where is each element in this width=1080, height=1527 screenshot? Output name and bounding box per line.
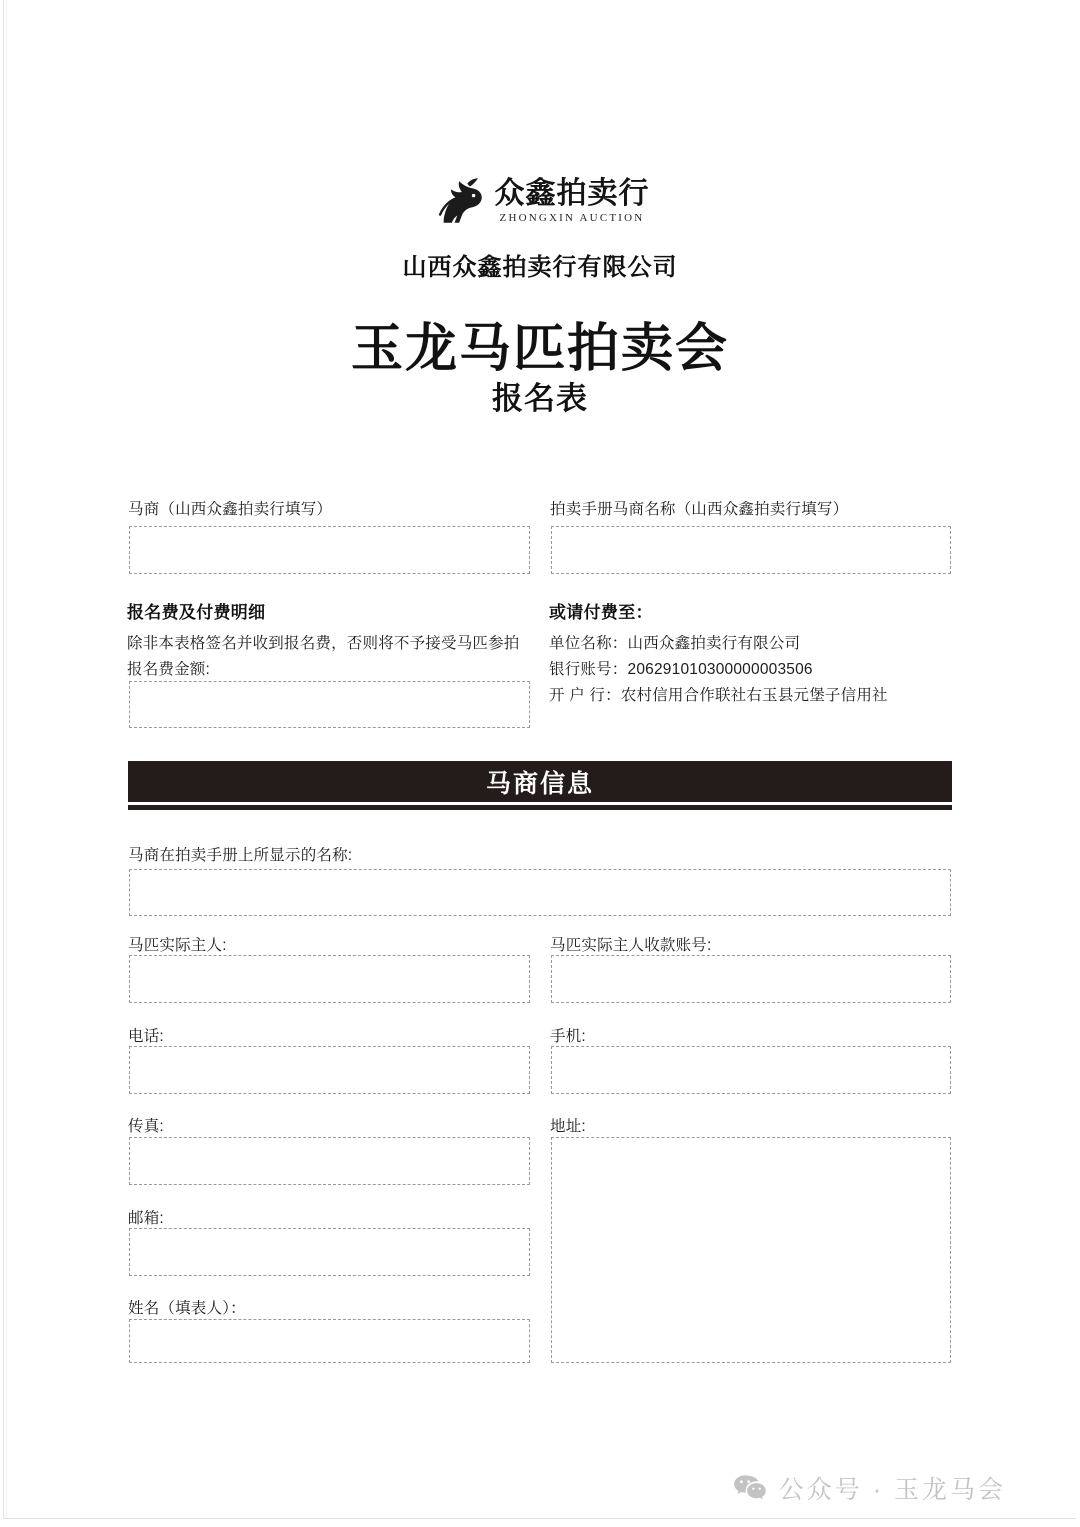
footer xyxy=(0,1470,1080,1508)
logo-text-group xyxy=(494,176,650,224)
section-banner-underline xyxy=(128,805,952,810)
email-input[interactable] xyxy=(129,1228,530,1276)
horse-head-icon xyxy=(431,172,489,230)
mobile-input[interactable] xyxy=(551,1046,951,1094)
fax-input[interactable] xyxy=(129,1137,530,1185)
payment-row-company xyxy=(549,631,800,653)
fee-amount-input[interactable] xyxy=(129,681,530,728)
filler-name-label: 姓名（填表人）： xyxy=(128,1300,246,1317)
payment-row-account-value: 206291010300000003506 xyxy=(627,661,813,678)
fee-block-note: 除非本表格签名并收到报名费，否则将不予接受马匹参拍 xyxy=(127,635,520,652)
payment-row-bank xyxy=(549,683,888,705)
section-banner-dealer-info xyxy=(128,761,952,802)
payment-row-bank-label: 开 户 行： xyxy=(549,687,621,704)
catalog-dealer-name-label: 拍卖手册马商名称（山西众鑫拍卖行填写） xyxy=(550,501,849,518)
logo-row xyxy=(431,172,650,230)
section-banner-title: 马商信息 xyxy=(485,769,594,798)
telephone-label: 电话: xyxy=(128,1028,164,1045)
address-input[interactable] xyxy=(551,1137,951,1363)
logo-brand-en: ZHONGXIN AUCTION xyxy=(499,211,645,224)
horse-owner-label: 马匹实际主人: xyxy=(128,937,227,954)
catalog-display-name-input[interactable] xyxy=(129,869,951,916)
payment-row-company-value: 山西众鑫拍卖行有限公司 xyxy=(627,635,801,652)
dealer-input[interactable] xyxy=(129,526,530,574)
footer-inner xyxy=(733,1470,1006,1506)
page-title: 玉龙马匹拍卖会 xyxy=(350,320,729,378)
page-subtitle: 报名表 xyxy=(492,381,588,416)
catalog-dealer-name-input[interactable] xyxy=(551,526,951,574)
payment-row-account-label: 银行账号： xyxy=(549,661,628,678)
fax-label: 传真: xyxy=(128,1118,164,1135)
horse-owner-account-label: 马匹实际主人收款账号: xyxy=(550,937,712,954)
company-logo xyxy=(0,172,1080,235)
logo-brand-cn: 众鑫拍卖行 xyxy=(494,176,650,210)
payment-block-heading: 或请付费至： xyxy=(549,603,653,622)
telephone-input[interactable] xyxy=(129,1046,530,1094)
mobile-label: 手机: xyxy=(550,1028,586,1045)
horse-owner-input[interactable] xyxy=(129,955,530,1003)
payment-row-account xyxy=(549,657,813,679)
fee-block-heading: 报名费及付费明细 xyxy=(127,603,266,622)
dealer-label: 马商（山西众鑫拍卖行填写） xyxy=(128,501,333,518)
company-name: 山西众鑫拍卖行有限公司 xyxy=(402,254,678,281)
email-label: 邮箱: xyxy=(128,1210,164,1227)
filler-name-input[interactable] xyxy=(129,1319,530,1363)
payment-row-company-label: 单位名称： xyxy=(549,635,628,652)
payment-row-bank-value: 农村信用合作联社右玉县元堡子信用社 xyxy=(620,687,888,704)
footer-text: 公众号 · 玉龙马会 xyxy=(778,1476,1006,1504)
page-border-bottom xyxy=(3,1518,1076,1519)
address-label: 地址: xyxy=(550,1118,586,1135)
horse-owner-account-input[interactable] xyxy=(551,955,951,1003)
catalog-display-name-label: 马商在拍卖手册上所显示的名称: xyxy=(128,847,353,864)
wechat-icon xyxy=(733,1473,767,1503)
fee-amount-label: 报名费金额: xyxy=(127,661,211,678)
